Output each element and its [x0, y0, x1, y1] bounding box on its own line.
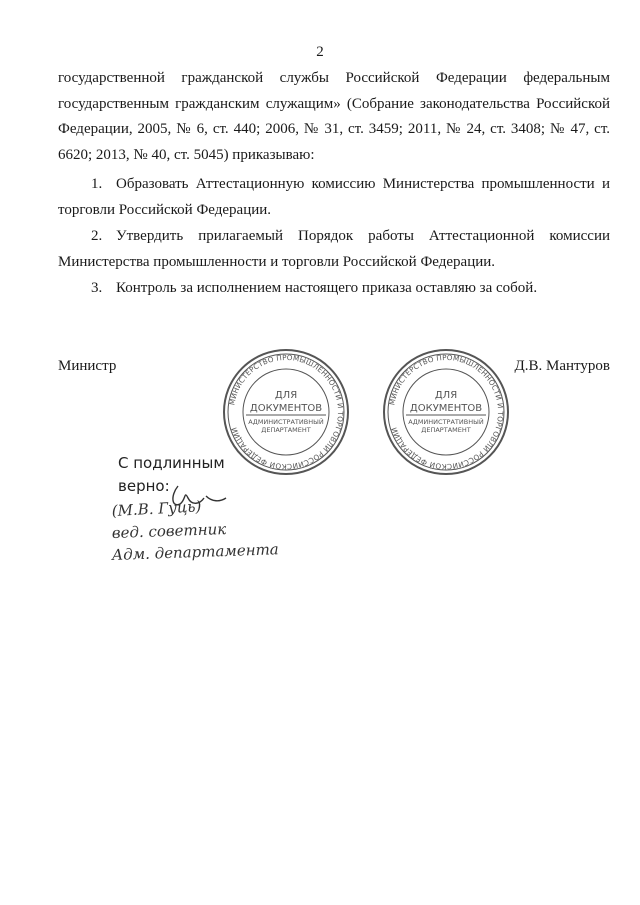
item-number: 2.: [91, 228, 103, 244]
signatory-title: Министр: [58, 358, 117, 374]
certification-line: С подлинным: [118, 454, 225, 472]
handwritten-signature: [108, 468, 308, 568]
handwritten-line: Адм. департамента: [111, 540, 280, 564]
intro-paragraph: государственной гражданской службы Российской Федерации федеральным государственным гражданским служащим» (Собрание законодательства Российской Федерации, 2005, № 6, ст. 440; 2006, № 31, ст. 3459; 2011, № 24, ст. 3408; № 47, ст. 6620; 2013, № 40, ст. 5045) приказываю:: [58, 70, 610, 163]
list-item: [58, 172, 610, 223]
seal-center-main: ДОКУМЕНТОВ: [409, 403, 483, 414]
list-item: [58, 276, 610, 302]
certification-line: верно:: [118, 477, 170, 495]
handwritten-line: вед. советник: [111, 520, 227, 542]
seal-center-sub1: АДМИНИСТРАТИВНЫЙ: [248, 418, 324, 426]
item-text: Образовать Аттестационную комиссию Министерства промышленности и торговли Российской Федерации.: [58, 176, 610, 218]
seal-center-sub2: ДЕПАРТАМЕНТ: [421, 426, 471, 434]
seal-center-main: ДОКУМЕНТОВ: [249, 403, 323, 414]
seal-center-sub1: АДМИНИСТРАТИВНЫЙ: [408, 418, 484, 426]
official-seal: [380, 346, 512, 478]
item-number: 3.: [91, 280, 103, 296]
item-text: Контроль за исполнением настоящего приказа оставляю за собой.: [116, 280, 538, 296]
seal-center-sub2: ДЕПАРТАМЕНТ: [261, 426, 311, 434]
official-seal: [220, 346, 352, 478]
seal-center-top: ДЛЯ: [274, 390, 298, 401]
signatory-name: Д.В. Мантуров: [514, 358, 610, 374]
seal-ring-text: МИНИСТЕРСТВО ПРОМЫШЛЕННОСТИ И ТОРГОВЛИ РОССИЙСКОЙ ФЕДЕРАЦИИ: [387, 352, 506, 472]
handwritten-line: (М.В. Гуць): [111, 497, 202, 520]
item-number: 1.: [91, 176, 103, 192]
list-item: [58, 224, 610, 275]
seal-center-top: ДЛЯ: [434, 390, 458, 401]
item-text: Утвердить прилагаемый Порядок работы Аттестационной комиссии Министерства промышленности и торговли Российской Федерации.: [58, 228, 610, 270]
page-number: 2: [316, 44, 324, 60]
seal-ring-text: МИНИСТЕРСТВО ПРОМЫШЛЕННОСТИ И ТОРГОВЛИ РОССИЙСКОЙ ФЕДЕРАЦИИ: [227, 352, 346, 472]
